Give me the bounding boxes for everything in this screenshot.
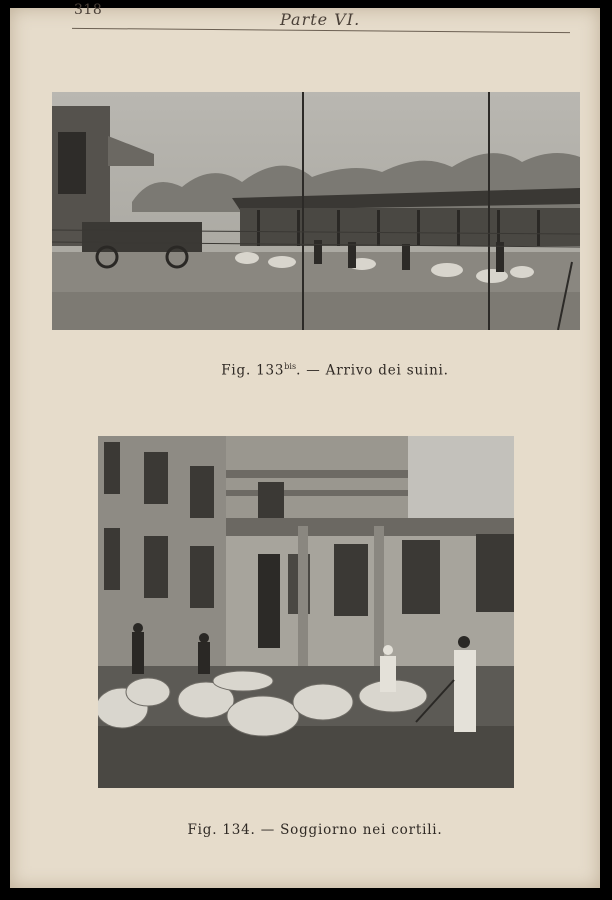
book-page — [10, 2, 600, 888]
figure-133bis-photo — [52, 92, 580, 330]
figure-134-label: Fig. 134. — [187, 821, 256, 838]
page-number: 318 — [74, 2, 103, 18]
part-title: Parte VI. — [280, 10, 361, 29]
figure-134-photo — [98, 436, 514, 788]
figure-133bis-caption-text: . — Arrivo dei suini. — [296, 362, 449, 378]
figure-134-caption-text: — Soggiorno nei cortili. — [255, 821, 443, 838]
figure-133bis-superscript: bis — [284, 361, 297, 371]
figure-134-caption — [90, 822, 540, 838]
figure-133bis-label: Fig. 133 — [221, 362, 285, 378]
figure-133bis-caption — [110, 362, 560, 379]
